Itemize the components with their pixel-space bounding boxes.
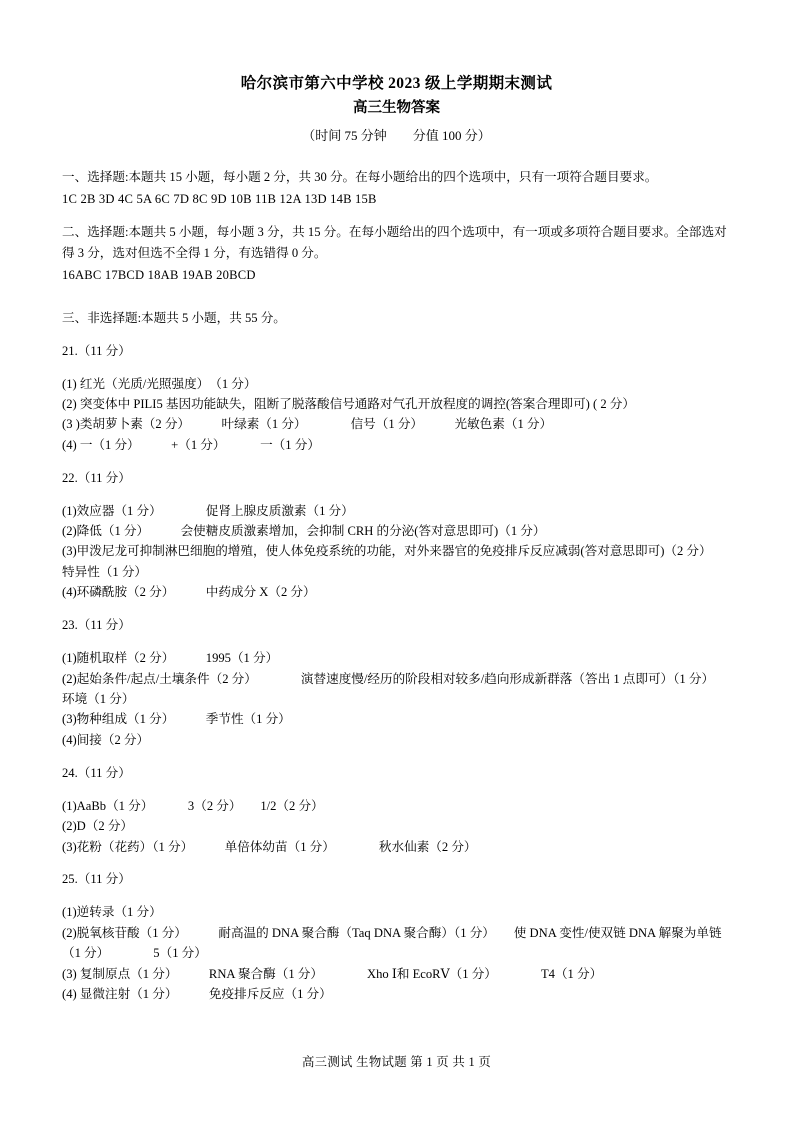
exam-timing-note: （时间 75 分钟 分值 100 分） (302, 128, 491, 144)
question-25-number: 25.（11 分） (62, 872, 131, 887)
question-21-line-2: (2) 突变体中 PILI5 基因功能缺失，阻断了脱落酸信号通路对气孔开放程度的调控(答案合理即可) ( 2 分） (62, 396, 635, 411)
section-one-answers: 1C 2B 3D 4C 5A 6C 7D 8C 9D 10B 11B 12A 13D 14B 15B (62, 192, 377, 207)
section-two-heading: 二、选择题:本题共 5 小题，每小题 3 分，共 15 分。在每小题给出的四个选项中，有一项或多项符合题目要求。全部选对得 3 分，选对但选不全得 1 分，有选错得 0 分。 (62, 225, 727, 260)
question-22-line-3: (3)甲泼尼龙可抑制淋巴细胞的增殖，使人体免疫系统的功能，对外来器官的免疫排斥反应减弱(答对意思即可)（2 分） 特异性（1 分） (62, 544, 744, 579)
question-23-line-1: (1)随机取样（2 分） 1995（1 分） (62, 651, 279, 666)
question-24-number: 24.（11 分） (62, 765, 131, 780)
question-25-line-4: (4) 显微注射（1 分） 免疫排斥反应（1 分） (62, 987, 332, 1002)
section-two-answers: 16ABC 17BCD 18AB 19AB 20BCD (62, 268, 256, 283)
section-three (62, 308, 744, 1005)
section-three-heading: 三、非选择题:本题共 5 小题，共 55 分。 (62, 310, 286, 325)
question-23-line-3: (3)物种组成（1 分） 季节性（1 分） (62, 712, 291, 727)
question-22-line-4: (4)环磷酰胺（2 分） 中药成分 X（2 分） (62, 585, 316, 600)
question-25-line-3: (3) 复制原点（1 分） RNA 聚合酶（1 分） Xho Ⅰ和 EcoRⅤ（1 分） T4（1 分） (62, 966, 603, 981)
question-22-number: 22.（11 分） (62, 470, 131, 485)
question-21-line-4: (4) 一（1 分） +（1 分） 一（1 分） (62, 437, 320, 452)
question-21-line-1: (1) 红光（光质/光照强度） （1 分） (62, 376, 257, 391)
page-footer: 高三测试 生物试题 第 1 页 共 1 页 (301, 1055, 492, 1069)
question-21-number: 21.（11 分） (62, 343, 131, 358)
question-23-number: 23.（11 分） (62, 618, 131, 633)
question-21 (62, 341, 731, 456)
question-22-line-1: (1)效应器（1 分） 促肾上腺皮质激素（1 分） (62, 503, 354, 518)
question-23-line-2: (2)起始条件/起点/土壤条件（2 分） 演替速度慢/经历的阶段相对较多/趋向形成新群落（答出 1 点即可）（1 分） 环境（1 分） (62, 671, 733, 706)
section-two (62, 222, 731, 285)
question-25-line-2: (2)脱氧核苷酸（1 分） 耐高温的 DNA 聚合酶（Taq DNA 聚合酶）（1 分） 使 DNA 变性/使双链 DNA 解聚为单链（1 分） 5（1 分） (62, 925, 722, 961)
question-24-line-2: (2)D（2 分） (62, 819, 134, 834)
question-23-line-4: (4)间接（2 分） (62, 732, 150, 747)
page-title: 哈尔滨市第六中学校 2023 级上学期期末测试 (240, 75, 553, 92)
question-24-line-3: (3)花粉（花药）（1 分） 单倍体幼苗（1 分） 秋水仙素（2 分） (62, 839, 477, 854)
question-24 (62, 763, 731, 857)
section-one-heading: 一、选择题:本题共 15 小题，每小题 2 分，共 30 分。在每小题给出的四个选项中，只有一项符合题目要求。 (62, 170, 658, 184)
page-subtitle: 高三生物答案 (353, 100, 440, 117)
question-21-line-3: (3 )类胡萝卜素（2 分） 叶绿素（1 分） 信号（1 分） 光敏色素（1 分） (62, 417, 553, 432)
question-25-line-1: (1)逆转录（1 分） (62, 905, 162, 920)
question-24-line-1: (1)AaBb（1 分） 3（2 分） 1/2（2 分） (62, 798, 324, 813)
question-23 (62, 615, 731, 750)
question-22-line-2: (2)降低（1 分） 会使糖皮质激素增加，会抑制 CRH 的分泌(答对意思即可)（1 分） (62, 524, 546, 539)
section-one (62, 167, 731, 210)
question-25 (62, 869, 731, 1004)
question-22 (62, 468, 744, 603)
